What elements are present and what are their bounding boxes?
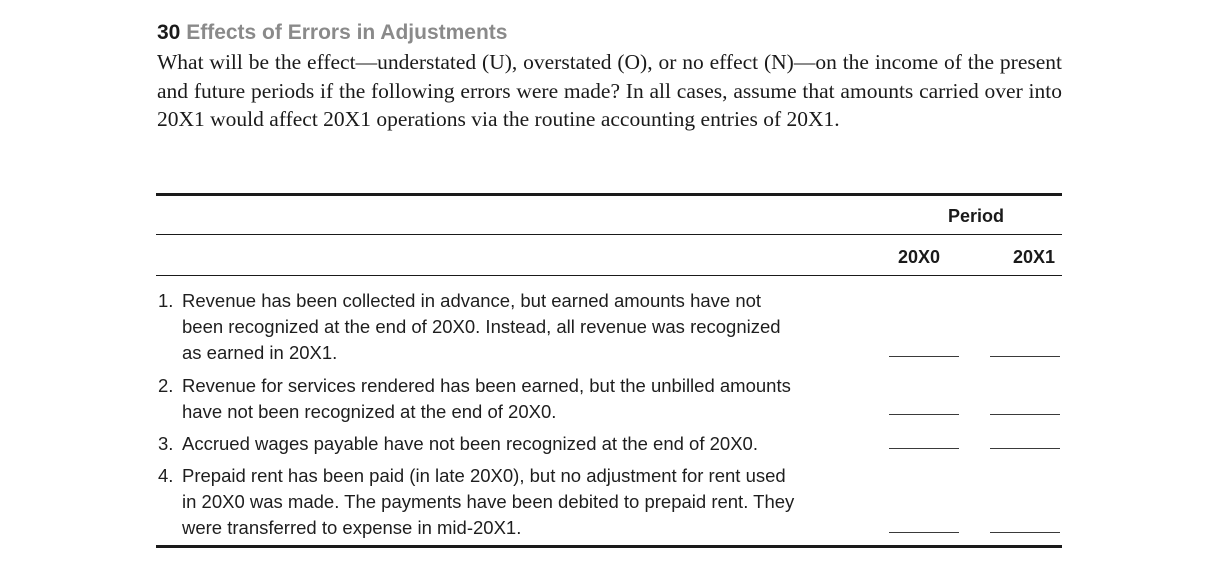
item-line: Prepaid rent has been paid (in late 20X0), but no adjustment for rent used bbox=[182, 465, 786, 486]
item-text bbox=[182, 431, 886, 457]
problem-header bbox=[157, 18, 1062, 134]
answer-blank-item2-20x0[interactable] bbox=[889, 414, 959, 415]
problem-text: What will be the effect—understated (U), overstated (O), or no effect (N)—on the income of the present and future periods if the following errors were made? In all cases, assume that amounts carried over into 20X1 would affect 20X1 operations via the routine accounting entries of 20X1. bbox=[157, 50, 1062, 131]
answer-blank-item2-20x1[interactable] bbox=[990, 414, 1060, 415]
table-header-rule bbox=[156, 234, 1062, 235]
item-line: as earned in 20X1. bbox=[182, 342, 338, 363]
answer-blank-item1-20x0[interactable] bbox=[889, 356, 959, 357]
item-line: in 20X0 was made. The payments have been debited to prepaid rent. They bbox=[182, 491, 795, 512]
table-bottom-rule bbox=[156, 545, 1062, 548]
item-number: 1. bbox=[158, 290, 174, 311]
item-line: have not been recognized at the end of 20X0. bbox=[182, 401, 557, 422]
item-number: 3. bbox=[158, 433, 174, 454]
item-number: 4. bbox=[158, 465, 174, 486]
item-line: were transferred to expense in mid-20X1. bbox=[182, 517, 522, 538]
item-line: been recognized at the end of 20X0. Instead, all revenue was recognized bbox=[182, 316, 781, 337]
answer-blank-item1-20x1[interactable] bbox=[990, 356, 1060, 357]
answer-blank-item3-20x1[interactable] bbox=[990, 448, 1060, 449]
item-line: Accrued wages payable have not been recognized at the end of 20X0. bbox=[182, 433, 758, 454]
item-text bbox=[182, 288, 886, 366]
table-row bbox=[156, 288, 886, 366]
problem-number: 30 bbox=[157, 21, 181, 44]
item-number: 2. bbox=[158, 375, 174, 396]
item-line: Revenue has been collected in advance, but earned amounts have not bbox=[182, 290, 762, 311]
table-row bbox=[156, 373, 886, 425]
column-header-20x1: 20X1 bbox=[1012, 247, 1056, 267]
answer-blank-item4-20x1[interactable] bbox=[990, 532, 1060, 533]
table-columns-rule bbox=[156, 275, 1062, 276]
answer-blank-item3-20x0[interactable] bbox=[889, 448, 959, 449]
table-row bbox=[156, 431, 886, 457]
column-header-20x0: 20X0 bbox=[897, 247, 941, 267]
table-top-rule bbox=[156, 193, 1062, 196]
answer-blank-item4-20x0[interactable] bbox=[889, 532, 959, 533]
item-line: Revenue for services rendered has been earned, but the unbilled amounts bbox=[182, 375, 791, 396]
item-text bbox=[182, 373, 886, 425]
problem-name: Effects of Errors in Adjustments bbox=[186, 21, 508, 44]
table-row bbox=[156, 463, 886, 541]
item-text bbox=[182, 463, 886, 541]
problem-title bbox=[157, 18, 1062, 48]
period-header: Period bbox=[947, 206, 1004, 226]
